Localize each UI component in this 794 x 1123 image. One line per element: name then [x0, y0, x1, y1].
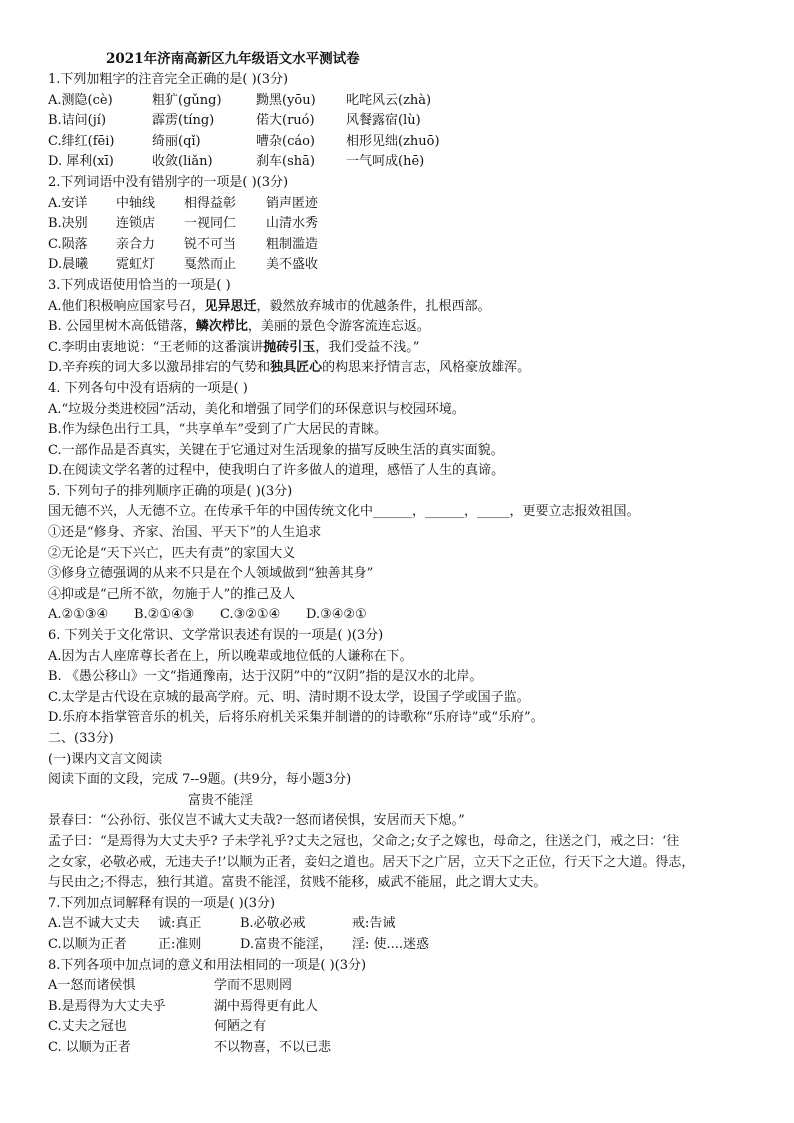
q1-cell: A.测隐(cè) [48, 92, 113, 108]
q5-option: C.③②①④ [220, 607, 281, 623]
q5-item: ④抑或是“己所不欲，勿施于人”的推己及人 [48, 586, 296, 602]
q1-cell: 嘈杂(cáo) [256, 133, 316, 149]
q1-cell: 霹雳(tíng) [152, 113, 215, 129]
q6-option: D.乐府本指掌管音乐的机关，后将乐府机关采集并制谱的的诗歌称“乐府诗”或“乐府”。 [48, 710, 544, 726]
q4-option: D.在阅读文学名著的过程中，使我明白了许多做人的道理，感悟了人生的真谛。 [48, 463, 505, 479]
q8-option-row [48, 1038, 756, 1059]
q8-option-row [48, 997, 756, 1018]
q8-cell: 何陋之有 [214, 1019, 267, 1035]
passage-title: 富贵不能淫 [188, 792, 254, 808]
bold-idiom: 见异思迁 [204, 298, 257, 314]
option-text: A.他们积极响应国家号召， [48, 298, 205, 314]
q1-cell: 刹车(shā) [256, 154, 315, 170]
q2-cell: 粗制滥造 [266, 236, 319, 252]
q2-cell: 一视同仁 [184, 216, 237, 232]
q1-cell: 一气呵成(hē) [346, 154, 425, 170]
q2-cell: 亲合力 [116, 236, 156, 252]
exam-title: 2021年济南高新区九年级语文水平测试卷 [106, 51, 360, 67]
q8-stem: 8.下列各项中加点词的意义和用法相同的一项是( )(3分) [48, 957, 367, 973]
q1-cell: C.绯红(fēi) [48, 133, 115, 149]
q8-option-row [48, 976, 756, 997]
q7-stem: 7.下列加点词解释有误的一项是( )(3分) [48, 895, 276, 911]
q7-cell: 淫: 使....迷惑 [352, 936, 430, 952]
q7-option-row [48, 914, 756, 935]
option-text: D.辛弃疾的词大多以激昂排宕的气势和 [48, 360, 271, 376]
option-text: B. 公园里树木高低错落， [48, 319, 196, 335]
q1-cell: 相形见绌(zhuō) [346, 133, 440, 149]
q2-option-row [48, 194, 756, 215]
q1-cell: B.诘问(jí) [48, 113, 107, 129]
option-text: ，美丽的景色令游客流连忘返。 [247, 319, 430, 335]
q2-cell: 连锁店 [116, 216, 156, 232]
q1-option-row [48, 132, 756, 153]
q2-cell: 销声匿迹 [266, 195, 319, 211]
q1-stem: 1.下列加粗字的注音完全正确的是( )(3分) [48, 72, 289, 87]
q3-option [48, 317, 756, 338]
q6-option: A.因为古人座席尊长者在上，所以晚辈或地位低的人谦称在下。 [48, 648, 413, 664]
bold-idiom: 鳞次栉比 [195, 319, 248, 335]
section-heading: 二、(33分) [48, 731, 114, 746]
q1-cell: 偌大(ruó) [256, 113, 315, 129]
q1-option-row [48, 152, 756, 173]
q3-stem: 3.下列成语使用恰当的一项是( ) [48, 277, 231, 293]
passage-line: 与民由之;不得志，独行其道。富贵不能淫，贫贱不能移，威武不能屈，此之谓大丈夫。 [48, 875, 547, 891]
q1-cell: 叱咤风云(zhà) [346, 92, 432, 108]
q7-option-row [48, 935, 756, 956]
q8-cell: A一怒而诸侯惧 [48, 978, 136, 994]
q1-cell: 黝黑(yōu) [256, 92, 316, 108]
q1-cell: 粗犷(gǔng) [152, 92, 222, 108]
q2-option-row [48, 255, 756, 276]
q5-item: ①还是“修身、齐家、治国、平天下”的人生追求 [48, 525, 322, 541]
passage-line: 景春曰：“公孙衍、张仪岂不诚大丈夫哉?一怒而诸侯惧，安居而天下熄。” [48, 813, 465, 829]
q4-option: A.“垃圾分类进校园”活动，美化和增强了同学们的环保意识与校园环境。 [48, 401, 465, 417]
q2-option-row [48, 214, 756, 235]
q1-cell: 绮丽(qǐ) [152, 133, 201, 149]
q4-option: B.作为绿色出行工具，“共享单车”受到了广大居民的青睐。 [48, 422, 387, 438]
q1-cell: 风餐露宿(lù) [346, 113, 421, 129]
q7-cell: D.富贵不能淫， [240, 936, 333, 952]
q7-cell: 正:准则 [158, 936, 202, 952]
q6-option: B. 《愚公移山》一文“指通豫南，达于汉阴”中的“汉阴”指的是汉水的北岸。 [48, 669, 483, 685]
q5-item: ②无论是“天下兴亡，匹夫有责”的家国大义 [48, 545, 296, 561]
option-text: ，我们受益不浅。” [315, 339, 420, 355]
q1-cell: D. 犀利(xī) [48, 154, 114, 170]
option-text: ，毅然放弃城市的优越条件，扎根西部。 [256, 298, 491, 314]
q2-cell: 相得益彰 [184, 195, 237, 211]
q4-stem: 4. 下列各句中没有语病的一项是( ) [48, 380, 248, 396]
q7-cell: 诚:真正 [158, 916, 202, 932]
q8-cell: 学而不思则罔 [214, 978, 293, 994]
q2-option-row [48, 235, 756, 256]
q7-cell: B.必敬必戒 [240, 916, 306, 932]
q5-option: A.②①③④ [48, 607, 109, 623]
option-text: C.李明由衷地说：“王老师的这番演讲 [48, 339, 264, 355]
q8-cell: 不以物喜，不以已悲 [214, 1039, 332, 1055]
q1-option-row [48, 91, 756, 112]
q3-option [48, 358, 756, 379]
q2-cell: 中轴线 [116, 195, 156, 211]
bold-idiom: 抛砖引玉 [263, 339, 316, 355]
q8-cell: C. 以顺为正者 [48, 1039, 131, 1055]
q1-option-row [48, 111, 756, 132]
q5-option: B.②①④③ [134, 607, 195, 623]
q2-stem: 2.下列词语中没有错别字的一项是( )(3分) [48, 174, 289, 190]
q5-item: ③修身立德强调的从来不只是在个人领域做到“独善其身” [48, 566, 374, 582]
q8-cell: C.丈夫之冠也 [48, 1019, 127, 1035]
q6-stem: 6. 下列关于文化常识、文学常识表述有误的一项是( )(3分) [48, 628, 384, 644]
q2-cell: 锐不可当 [184, 236, 237, 252]
q3-option [48, 297, 756, 318]
q8-option-row [48, 1017, 756, 1038]
q2-cell: B.决别 [48, 216, 88, 232]
q7-cell: C.以顺为正者 [48, 936, 127, 952]
q7-cell: A.岂不诚大丈夫 [48, 916, 140, 932]
option-text: 的构思来抒情言志，风格豪放雄浑。 [322, 360, 531, 376]
bold-idiom: 独具匠心 [270, 360, 323, 376]
q2-cell: A.安详 [48, 195, 88, 211]
q5-stem: 5. 下列句子的排列顺序正确的项是( )(3分) [48, 483, 293, 499]
subsection-heading: (一)课内文言文阅读 [48, 751, 163, 767]
q7-cell: 戒:告诫 [352, 916, 396, 932]
q6-option: C.太学是古代设在京城的最高学府。元、明、清时期不设太学，设国子学或国子监。 [48, 689, 530, 705]
q2-cell: 戛然而止 [184, 257, 237, 273]
passage-line: 之女家，必敬必戒，无违夫子!’以顺为正者，妾妇之道也。居天下之广居，立天下之正位，行天下之大道。得志， [48, 854, 695, 870]
q5-options [48, 605, 756, 626]
q5-option: D.③④②① [306, 607, 367, 623]
passage-line: 孟子曰：“是焉得为大丈夫乎? 子未学礼乎?丈夫之冠也，父命之;女子之嫁也，母命之，往送之门，戒之曰：‘往 [48, 833, 680, 849]
q2-cell: 霓虹灯 [116, 257, 156, 273]
q2-cell: 美不盛收 [266, 257, 319, 273]
q8-cell: 湖中焉得更有此人 [214, 998, 319, 1014]
q2-cell: 山清水秀 [266, 216, 319, 232]
q5-sentence: 国无德不兴，人无德不立。在传承千年的中国传统文化中______，______，_____，更要立志报效祖国。 [48, 504, 640, 520]
q3-option [48, 338, 756, 359]
q2-cell: C.陨落 [48, 236, 88, 252]
reading-intro: 阅读下面的文段，完成 7--9题。(共9分，每小题3分) [48, 772, 352, 788]
q4-option: C.一部作品是否真实，关键在于它通过对生活现象的描写反映生活的真实面貌。 [48, 442, 504, 458]
q8-cell: B.是焉得为大丈夫乎 [48, 998, 166, 1014]
q2-cell: D.晨曦 [48, 257, 89, 273]
q1-cell: 收敛(liǎn) [152, 154, 213, 170]
